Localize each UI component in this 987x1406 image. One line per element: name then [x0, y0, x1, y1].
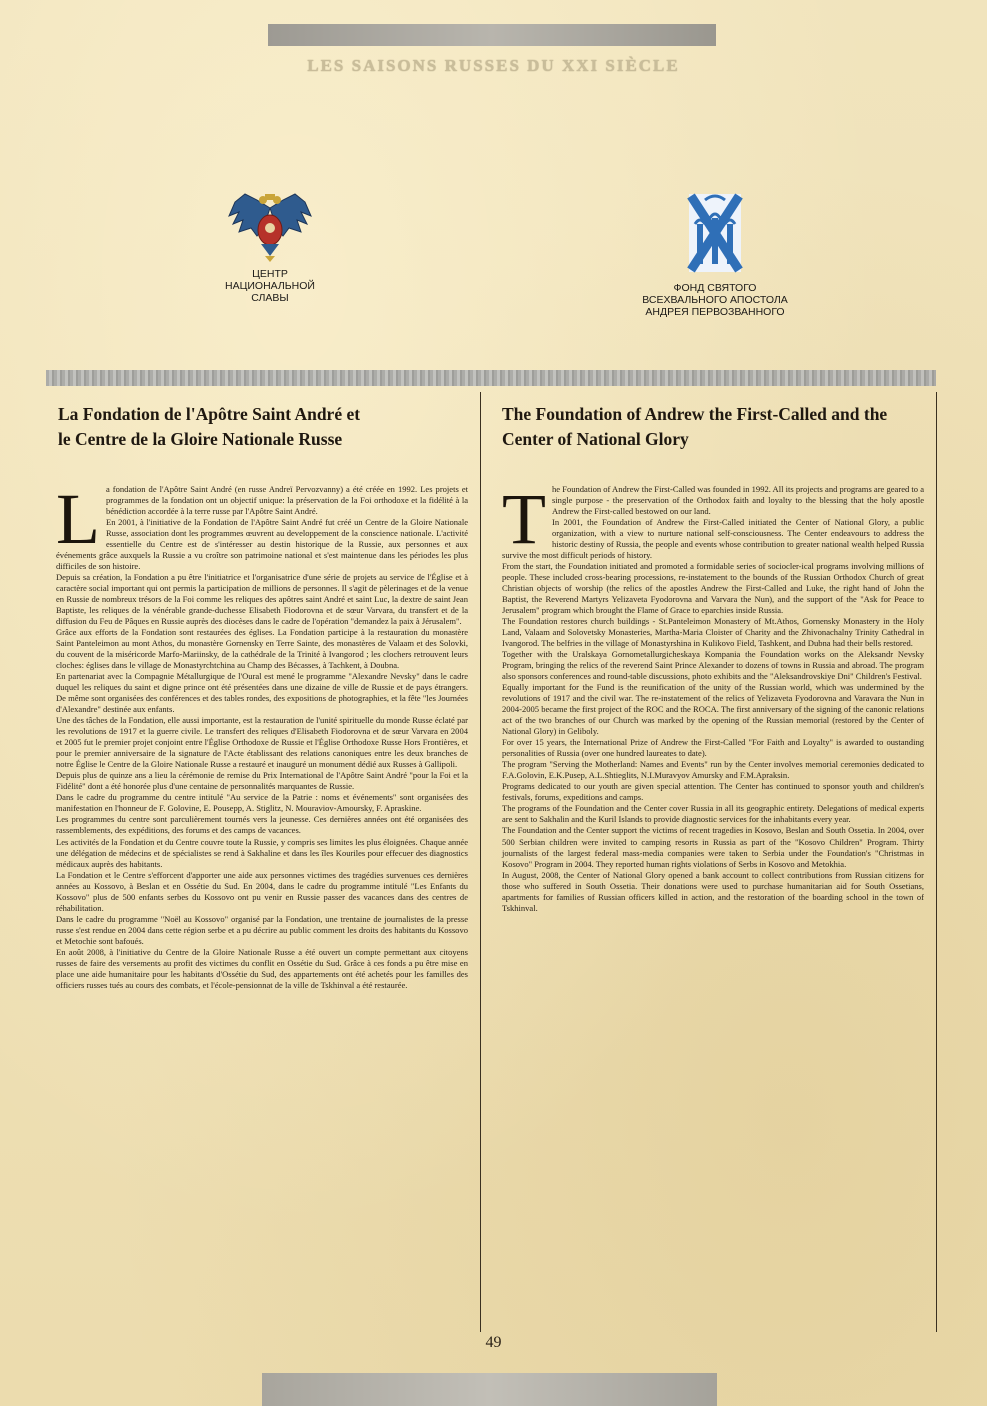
english-paragraph: From the start, the Foundation initiated and promoted a formidable series of sociocler-ical programs involving millions of people. These included cross-bearing processions, re-instatement to the bounds of the Russian Orthodox Church of great Christian objects of worship (the relics of the apostles Andrew the First-Called and Luke, the right hand of John the Baptist, the Reverend Martyrs Yelizaveta Fyodorovna and Varvara the Nun), and the support of the "Ask for Peace to Jerusalem" program which brought the Flame of Grace to eparchies inside Russia.: [502, 561, 924, 616]
french-paragraph: Une des tâches de la Fondation, elle aussi importante, est la restauration de l'unité spirituelle du monde Russe éclaté par les revolutions de 1917 et la guerre civile. Le transfert des reliques d'Elisabeth Fiodorovna et de sœur Varvara en 2004 et 2005 fut le premier projet conjoint entre l'Église Orthodoxe de Russie et l'Église Orthodoxe Russe Hors Frontières, et pour le premier anniversaire de la signature de l'Acte établissant des relations canoniques entre les deux branches de notre Église le Centre de la Gloire Nationale Russe a restauré et inauguré un monument dédié aux Russes à Gallipoli.: [56, 715, 468, 770]
english-dropcap: T: [502, 479, 546, 559]
right-logo-line3: АНДРЕЯ ПЕРВОЗВАННОГО: [645, 306, 785, 318]
french-paragraph: En partenariat avec la Compagnie Métallurgique de l'Oural est mené le programme "Alexandre Nevsky" dans le cadre duquel les reliques du saint et digne prince ont été présentées dans une dizaine de ville de Russie et de pays étrangers. De même sont organisées des conférences et des tables rondes, des expositions de photographies, et la fête "les Journées d'Alexandre" destinée aux enfants.: [56, 671, 468, 715]
french-dropcap: L: [56, 479, 100, 559]
english-column: [490, 392, 937, 1332]
right-logo-line1: ФОНД СВЯТОГО: [673, 282, 757, 294]
english-paragraph: In 2001, the Foundation of Andrew the First-Called initiated the Center of National Glory, a public organization, with a view to nurture national self-consciousness. The Center endeavours to address the historic destiny of Russia, the people and events whose contribution to greater national wealth helped Russia survive the most difficult periods of history.: [502, 517, 924, 561]
english-paragraph: Equally important for the Fund is the reunification of the unity of the Russian world, which was undermined by the revolutions of 1917 and the civil war. The re-instatement of the relics of Yelizaveta Fyodorovna and Varavara the Nun in 2004-2005 became the first project of the ROC and the ROCA. The first anniversary of the signing of the canonic relations act of the two branches of our Church was marked by the opening of the Russian memorial (restored by the Center of National Glory) in Geliboly.: [502, 682, 924, 737]
french-paragraph: Dans le cadre du programme "Noël au Kossovo" organisé par la Fondation, une trentaine de journalistes de la presse russe s'est rendue en 2004 dans cette région serbe et a pu décrire au public comment les droits des habitants du Kossovo et Metochie sont bafoués.: [56, 913, 468, 946]
center-national-glory-logo: [200, 190, 340, 304]
right-logo-line2: ВСЕХВАЛЬНОГО АПОСТОЛА: [642, 294, 788, 306]
french-paragraph: En 2001, à l'initiative de la Fondation de l'Apôtre Saint André fut créé un Centre de la Gloire Nationale Russe, association dont les programmes œuvrent au developpement de la conscience nationale. L'activité essentielle du Centre est de s'intéresser au destin historique de la Russie, aux personnes et aux événements grâce auxquels la Russie a vu croître son patrimoine national et s'est maintenue dans les périodes les plus difficiles de son histoire.: [56, 517, 468, 572]
andrew-foundation-logo: [615, 188, 815, 318]
english-paragraph: Together with the Uralskaya Gornometallurgicheskaya Kompania the Foundation works on the Aleksandr Nevsky Program, bringing the relics of the reverend Saint Prince Alexander to dozens of towns in Russia and abroad. The program also sponsors conferences and round-table discussions, photo exhibits and the "Aleksandrovskiye Dni" Children's Festival.: [502, 649, 924, 682]
left-logo-line2: НАЦИОНАЛЬНОЙ: [225, 280, 315, 292]
section-divider: [46, 370, 936, 386]
top-decorative-band: [268, 24, 716, 46]
double-headed-eagle-icon: [227, 190, 313, 264]
english-paragraph: The program "Serving the Motherland: Names and Events" run by the Center involves memorial ceremonies dedicated to F.A.Golovin, E.K.Pusep, A.L.Shtieglits, N.I.Muravyov Amursky and F.M.Apraksin.: [502, 759, 924, 781]
english-title-line1: The Foundation of Andrew the First-Called and the: [502, 404, 888, 424]
english-title: [490, 392, 936, 452]
english-paragraph: Programs dedicated to our youth are given special attention. The Center has continued to sponsor youth and children's festivals, forums, expeditions and camps.: [502, 781, 924, 803]
english-paragraph: The programs of the Foundation and the Center cover Russia in all its geographic entirety. Delegations of medical experts are sent to Sakhalin and the Kuril Islands to provide diagnostic services for the inhabitants every year.: [502, 803, 924, 825]
french-paragraph: En août 2008, à l'initiative du Centre de la Gloire Nationale Russe a été ouvert un compte permettant aux citoyens russes de faire des versements au profit des victimes du conflit en Ossétie du Sud. Grâce à ces fonds a pu être mise en place une aide humanitaire pour les habitants d'Ossétie du Sud, des appartements ont été achetés pour les familles des officiers russes tués au cours des combats, et l'école-pensionnat de la ville de Tskhinval a été restaurée.: [56, 946, 468, 990]
french-paragraph: Dans le cadre du programme du centre intitulé "Au service de la Patrie : noms et événements" sont organisées des manifestation en l'honneur de F. Golovine, E. Pousepp, A. Stiglitz, N. Mouraviov-Amoursky, F. Apraskine.: [56, 792, 468, 814]
french-paragraph-text: a fondation de l'Apôtre Saint André (en russe Andreï Pervozvanny) a été créée en 1992. Les projets et programmes de la fondation ont un objectif unique: la préservation de la Foi orthodoxe et la fidélité à la bénédiction accordée à la terre russe par l'Apôtre Saint André.: [105, 484, 468, 517]
french-paragraph: La Fondation et le Centre s'efforcent d'apporter une aide aux personnes victimes des tragédies survenues ces dernières années au Kossovo, à Beslan et en Ossétie du Sud. En 2004, dans le cadre du programme intitulé "Les Enfants du Kossovo" plus de 500 enfants serbes du Kossovo ont pu venir en Russie passer des vacances dans des centres de réhabilitation.: [56, 869, 468, 913]
st-andrew-cross-icon: [675, 188, 755, 278]
english-title-line2: Center of National Glory: [502, 429, 689, 449]
page-number: 49: [485, 1334, 502, 1351]
english-paragraph: The Foundation restores church buildings - St.Panteleimon Monastery of Mt.Athos, Gornensky Monastery in the Holy Land, Valaam and Solovetsky Monasteries, Martha-Maria Cloister of Charity and the Zhivonachalny Trinity Cathedral in Ivangorod. The belfries in the village of Monastyrshina in Kulikovo Field, Tashkent, and Dubna had their bells restored.: [502, 616, 924, 649]
french-column: [46, 392, 481, 1332]
english-paragraph: For over 15 years, the International Prize of Andrew the First-Called "For Faith and Loyalty" is awarded to oustanding personalities of Russia (over one hundred laureates to date).: [502, 737, 924, 759]
bottom-decorative-band: [262, 1373, 717, 1406]
english-paragraph-text: he Foundation of Andrew the First-Called was founded in 1992. All its projects and programs are geared to a single purpose - the preservation of the Orthodox faith and loyalty to the blessing that the holy apostle Andrew the First-called bestowed on our land.: [551, 484, 924, 517]
french-paragraph: Grâce aux efforts de la Fondation sont restaurées des églises. La Fondation participe à la restauration du monastère Saint Panteleimon au mont Athos, du monastère Gornensky en Terre Sainte, des monastères de Valaam et des Solovki, du couvent de la miséricorde Marfo-Mariinsky, de la cathédrale de la Trinité à Ivangorod ; les clochers retrouvent leurs cloches: églises dans le village de Monastyrchtchina au Champ des Bécasses, à Tachkent, à Doubna.: [56, 627, 468, 671]
french-paragraph: Depuis sa création, la Fondation a pu être l'initiatrice et l'organisatrice d'une série de projets au service de l'Église et à caractère social important qui ont permis la participation de millions de personnes. Il s'agit de pèlerinages et de la venue en Russie de nombreux trésors de la Foi comme les reliques des apôtres saint André et saint Luc, la dextre de saint Jean Baptiste, les reliques de la vénérable grande-duchesse Elisabeth Fiodorovna et de sœur Varvara, du transfert et de la diffusion du Feu de Pâques en Russie auprès des diocèses dans le cadre de l'opération "demandez la paix à Jérusalem".: [56, 572, 468, 627]
series-title: LES SAISONS RUSSES DU XXI SIÈCLE: [307, 56, 680, 75]
french-title-line1: La Fondation de l'Apôtre Saint André et: [58, 404, 361, 424]
english-paragraph: The Foundation and the Center support the victims of recent tragedies in Kosovo, Beslan and South Ossetia. In 2004, over 500 Serbian children were invited to camping resorts in Russia as part of the "Kosovo Children" Program. Thirty journalists of the largest federal mass-media companies were taken to Serbia under the Foundation's "Christmas in Kosovo" Program in 2004. They reported human rights violations of Serbs in Kosovo and Metokhia.: [502, 825, 924, 869]
french-title: [46, 392, 480, 452]
french-paragraph: Les programmes du centre sont parculièrement tournés vers la jeunesse. Ces dernières années ont été organisées des rassemblements, des expéditions, des forums et des camps de vacances.: [56, 814, 468, 836]
english-paragraph: In August, 2008, the Center of National Glory opened a bank account to collect contributions from Russian citizens for those who suffered in South Ossetia. Their donations were used to purchase humanitarian aid for South Ossetians, apartments for families of Russian officers killed in action, and the restoration of the boarding school in the town of Tskhinval.: [502, 869, 924, 913]
french-body: [56, 479, 468, 991]
left-logo-line1: ЦЕНТР: [252, 268, 288, 280]
english-body: [502, 479, 924, 914]
left-logo-line3: СЛАВЫ: [251, 292, 289, 304]
french-title-line2: le Centre de la Gloire Nationale Russe: [58, 429, 343, 449]
french-paragraph: Les activités de la Fondation et du Centre couvre toute la Russie, y compris ses limites les plus éloignées. Chaque année une délégation de médecins et de spécialistes se rend à Sakhaline et dans les îles Kouriles pour effecuer des diagnostics médicaux auprès des habitants.: [56, 836, 468, 869]
french-paragraph: Depuis plus de quinze ans a lieu la cérémonie de remise du Prix International de l'Apôtre Saint André "pour la Foi et la Fidélité" dont a été honorée plus d'une centaine de personnalités marquantes de Russie.: [56, 770, 468, 792]
